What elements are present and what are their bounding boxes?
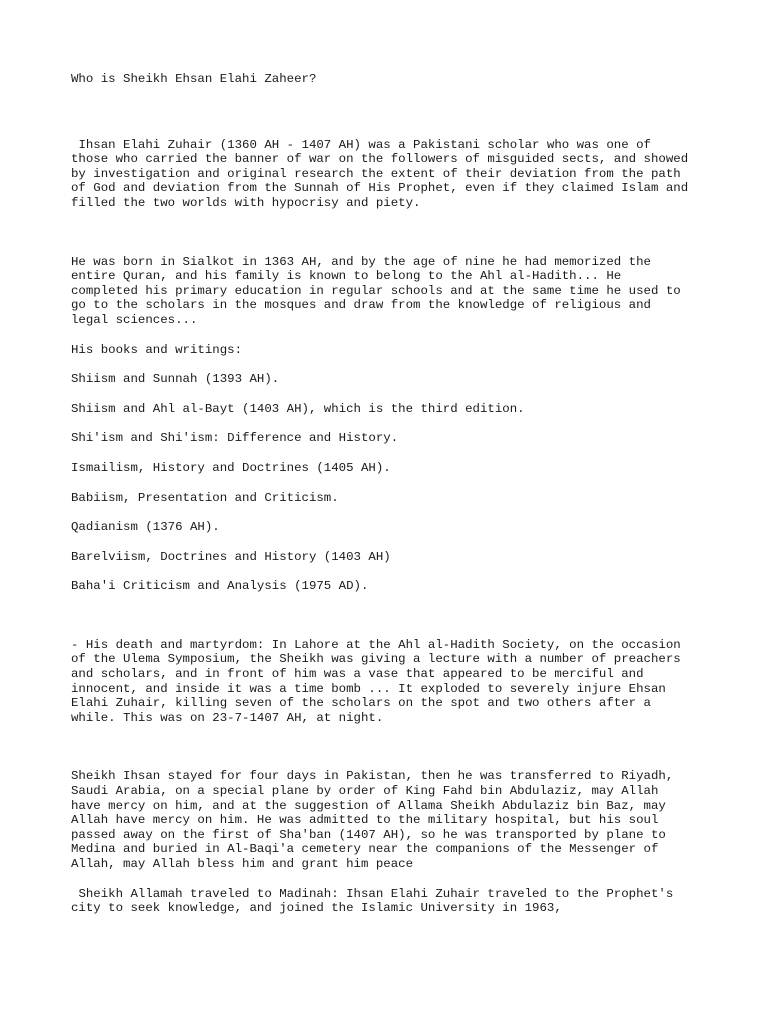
book-item: Shi'ism and Shi'ism: Difference and History. — [71, 431, 399, 446]
book-item: Babiism, Presentation and Criticism. — [71, 490, 339, 505]
madinah-paragraph: Sheikh Allamah traveled to Madinah: Ihsan Elahi Zuhair traveled to the Prophet's city to seek knowledge, and joined the Islamic University in 1963, — [71, 886, 674, 916]
birth-paragraph: He was born in Sialkot in 1363 AH, and by the age of nine he had memorized the entire Quran, and his family is known to belong to the Ahl al-Hadith... He completed his primary education in regular schools and at the same time he used to go to the scholars in the mosques and draw from the knowledge of religious and legal sciences... — [71, 254, 681, 327]
death-paragraph: - His death and martyrdom: In Lahore at the Ahl al-Hadith Society, on the occasion of the Ulema Symposium, the Sheikh was giving a lecture with a number of preachers and scholars, and in front of him was a vase that appeared to be merciful and innocent, and inside it was a time bomb ... It exploded to severely injure Ehsan Elahi Zuhair, killing seven of the scholars on the spot and two others after a while. This was on 23-7-1407 AH, at night. — [71, 637, 681, 725]
book-item: Qadianism (1376 AH). — [71, 520, 220, 535]
document-title: Who is Sheikh Ehsan Elahi Zaheer? — [71, 72, 317, 86]
document-page — [71, 72, 711, 916]
book-item: Shiism and Ahl al-Bayt (1403 AH), which is the third edition. — [71, 401, 525, 416]
book-item: Ismailism, History and Doctrines (1405 AH). — [71, 460, 391, 475]
transfer-paragraph: Sheikh Ihsan stayed for four days in Pakistan, then he was transferred to Riyadh, Saudi Arabia, on a special plane by order of King Fahd bin Abdulaziz, may Allah have mercy on him, and at the suggestion of Allama Sheikh Abdulaziz bin Baz, may Allah have mercy on him. He was admitted to the military hospital, but his soul passed away on the first of Sha'ban (1407 AH), so he was transported by plane to Medina and buried in Al-Baqi'a cemetery near the companions of the Messenger of Allah, may Allah bless him and grant him peace — [71, 769, 674, 871]
book-item: Baha'i Criticism and Analysis (1975 AD). — [71, 579, 369, 594]
intro-paragraph: Ihsan Elahi Zuhair (1360 AH - 1407 AH) was a Pakistani scholar who was one of those who carried the banner of war on the followers of misguided sects, and showed by investigation and original research the extent of their deviation from the path of God and deviation from the Sunnah of His Prophet, even if they claimed Islam and filled the two worlds with hypocrisy and piety. — [71, 137, 689, 210]
book-item: Barelviism, Doctrines and History (1403 AH) — [71, 549, 391, 564]
book-item: Shiism and Sunnah (1393 AH). — [71, 372, 280, 387]
books-heading: His books and writings: — [71, 342, 243, 357]
